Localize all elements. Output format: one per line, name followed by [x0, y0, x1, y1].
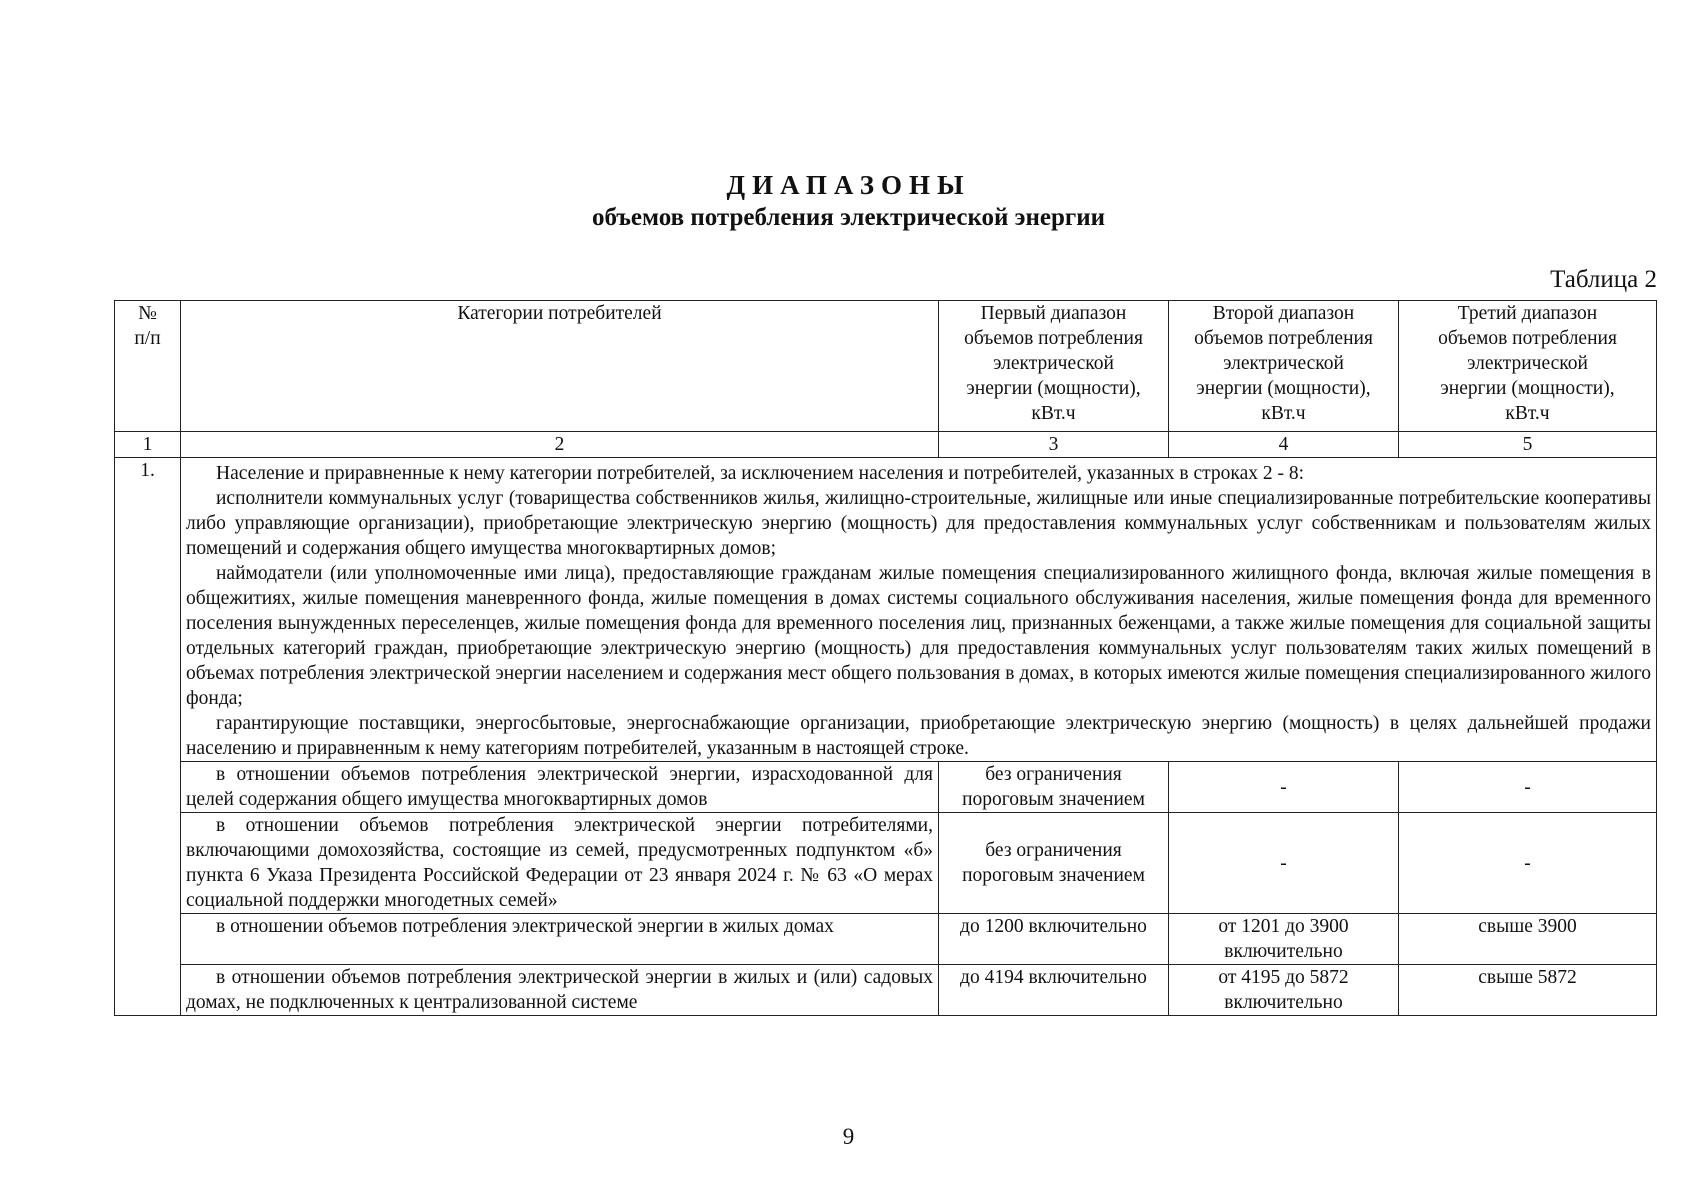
subrow-range-2: - — [1169, 762, 1399, 813]
subrow-description-text: в отношении объемов потребления электрической энергии в жилых и (или) садовых домах, не подключенных к централизованной системе — [186, 967, 933, 1013]
subrow-description: в отношении объемов потребления электрической энергии потребителями, включающими домохозяйства, состоящие из семей, предусмотренных подпунктом «б» пункта 6 Указа Президента Российской Федерации от 23 января 2024 г. № 63 «О мерах социальной поддержки многодетных семей» — [181, 813, 939, 914]
range-2-line: от 1201 до 3900 — [1218, 916, 1349, 937]
header-range-3-line: электрической — [1467, 353, 1588, 374]
subrow-description — [181, 965, 939, 1016]
subrow-range-3: свыше 3900 — [1399, 914, 1657, 965]
table-row — [115, 965, 1657, 1016]
column-number: 5 — [1399, 432, 1657, 458]
header-range-1-line: Первый диапазон — [980, 303, 1127, 324]
subrow-range-3: - — [1399, 813, 1657, 914]
header-range-2 — [1169, 301, 1399, 432]
document-subtitle: объемов потребления электрической энергии — [591, 204, 1106, 231]
table-row — [115, 914, 1657, 965]
range-2-line: включительно — [1224, 941, 1343, 962]
column-number: 3 — [939, 432, 1169, 458]
category-paragraph: гарантирующие поставщики, энергосбытовые, энергоснабжающие организации, приобретающие электрическую энергию (мощность) в целях дальнейшей продажи населению и приравненным к нему категориям потребителей, указанным в настоящей строке. — [186, 713, 1651, 759]
subrow-range-1: до 4194 включительно — [939, 965, 1169, 1016]
column-number: 4 — [1169, 432, 1399, 458]
document-title: ДИАПАЗОНЫ — [726, 170, 971, 200]
table-row — [115, 813, 1657, 914]
header-num-line-1: № — [138, 303, 157, 324]
range-1-line: без ограничения — [985, 840, 1122, 861]
subrow-range-1 — [939, 762, 1169, 813]
header-range-2-line: кВт.ч — [1261, 403, 1306, 424]
category-paragraph: наймодатели (или уполномоченные ими лица), предоставляющие гражданам жилые помещения специализированного жилищного фонда, включая жилые помещения в общежитиях, жилые помещения маневренного фонда, жилые помещения в домах системы социального обслуживания населения, жилые помещения фонда для временного поселения вынужденных переселенцев, жилые помещения фонда для временного поселения лиц, признанных беженцами, а также жилые помещения для социальной защиты отдельных категорий граждан, приобретающие электрическую энергию (мощность) для предоставления коммунальных услуг пользователям таких жилых помещений в объемах потребления электрической энергии населением и содержания мест общего пользования в домах, в которых имеются жилые помещения специализированного жилого фонда; — [186, 563, 1651, 709]
subrow-range-1 — [939, 813, 1169, 914]
subrow-range-2 — [1169, 914, 1399, 965]
header-num — [115, 301, 181, 432]
subrow-description: в отношении объемов потребления электрической энергии, израсходованной для целей содержания общего имущества многоквартирных домов — [181, 762, 939, 813]
table-header-row — [115, 301, 1657, 432]
range-1-line: пороговым значением — [962, 789, 1145, 810]
subrow-range-1: до 1200 включительно — [939, 914, 1169, 965]
header-range-2-line: электрической — [1223, 353, 1344, 374]
header-range-3-line: кВт.ч — [1505, 403, 1550, 424]
header-range-2-line: объемов потребления — [1194, 328, 1373, 349]
subrow-range-3: свыше 5872 — [1399, 965, 1657, 1016]
table-row — [115, 762, 1657, 813]
category-paragraph: исполнители коммунальных услуг (товарищества собственников жилья, жилищно-строительные, жилищные или иные специализированные потребительские кооперативы либо управляющие организации), приобретающие электрическую энергию (мощность) для предоставления коммунальных услуг собственникам и пользователям жилых помещений и содержания общего имущества многоквартирных домов; — [186, 488, 1651, 559]
header-range-1-line: объемов потребления — [964, 328, 1143, 349]
subrow-range-2 — [1169, 965, 1399, 1016]
column-number: 1 — [115, 432, 181, 458]
header-range-3-line: энергии (мощности), — [1440, 378, 1615, 399]
category-paragraph: Население и приравненные к нему категории потребителей, за исключением населения и потребителей, указанных в строках 2 - 8: — [216, 463, 1305, 484]
header-range-2-line: Второй диапазон — [1212, 303, 1355, 324]
header-range-3 — [1399, 301, 1657, 432]
subrow-description: в отношении объемов потребления электрической энергии в жилых домах — [181, 914, 939, 965]
column-number: 2 — [181, 432, 939, 458]
column-numbers-row — [115, 432, 1657, 458]
header-range-1-line: энергии (мощности), — [966, 378, 1141, 399]
page-number: 9 — [842, 1124, 855, 1149]
ranges-table — [114, 300, 1657, 1016]
subrow-range-2: - — [1169, 813, 1399, 914]
range-2-line: включительно — [1224, 992, 1343, 1013]
header-range-1-line: кВт.ч — [1031, 403, 1076, 424]
header-num-line-2: п/п — [134, 328, 161, 349]
subrow-range-3: - — [1399, 762, 1657, 813]
header-range-3-line: объемов потребления — [1438, 328, 1617, 349]
range-2-line: от 4195 до 5872 — [1218, 967, 1349, 988]
range-1-line: пороговым значением — [962, 865, 1145, 886]
header-range-2-line: энергии (мощности), — [1196, 378, 1371, 399]
header-range-3-line: Третий диапазон — [1457, 303, 1598, 324]
header-category: Категории потребителей — [181, 301, 939, 432]
row-number: 1. — [115, 458, 181, 1016]
table-label: Таблица 2 — [1550, 266, 1657, 293]
header-range-1 — [939, 301, 1169, 432]
header-range-1-line: электрической — [993, 353, 1114, 374]
row-category-description — [181, 458, 1657, 762]
range-1-line: без ограничения — [985, 764, 1122, 785]
table-row — [115, 458, 1657, 762]
